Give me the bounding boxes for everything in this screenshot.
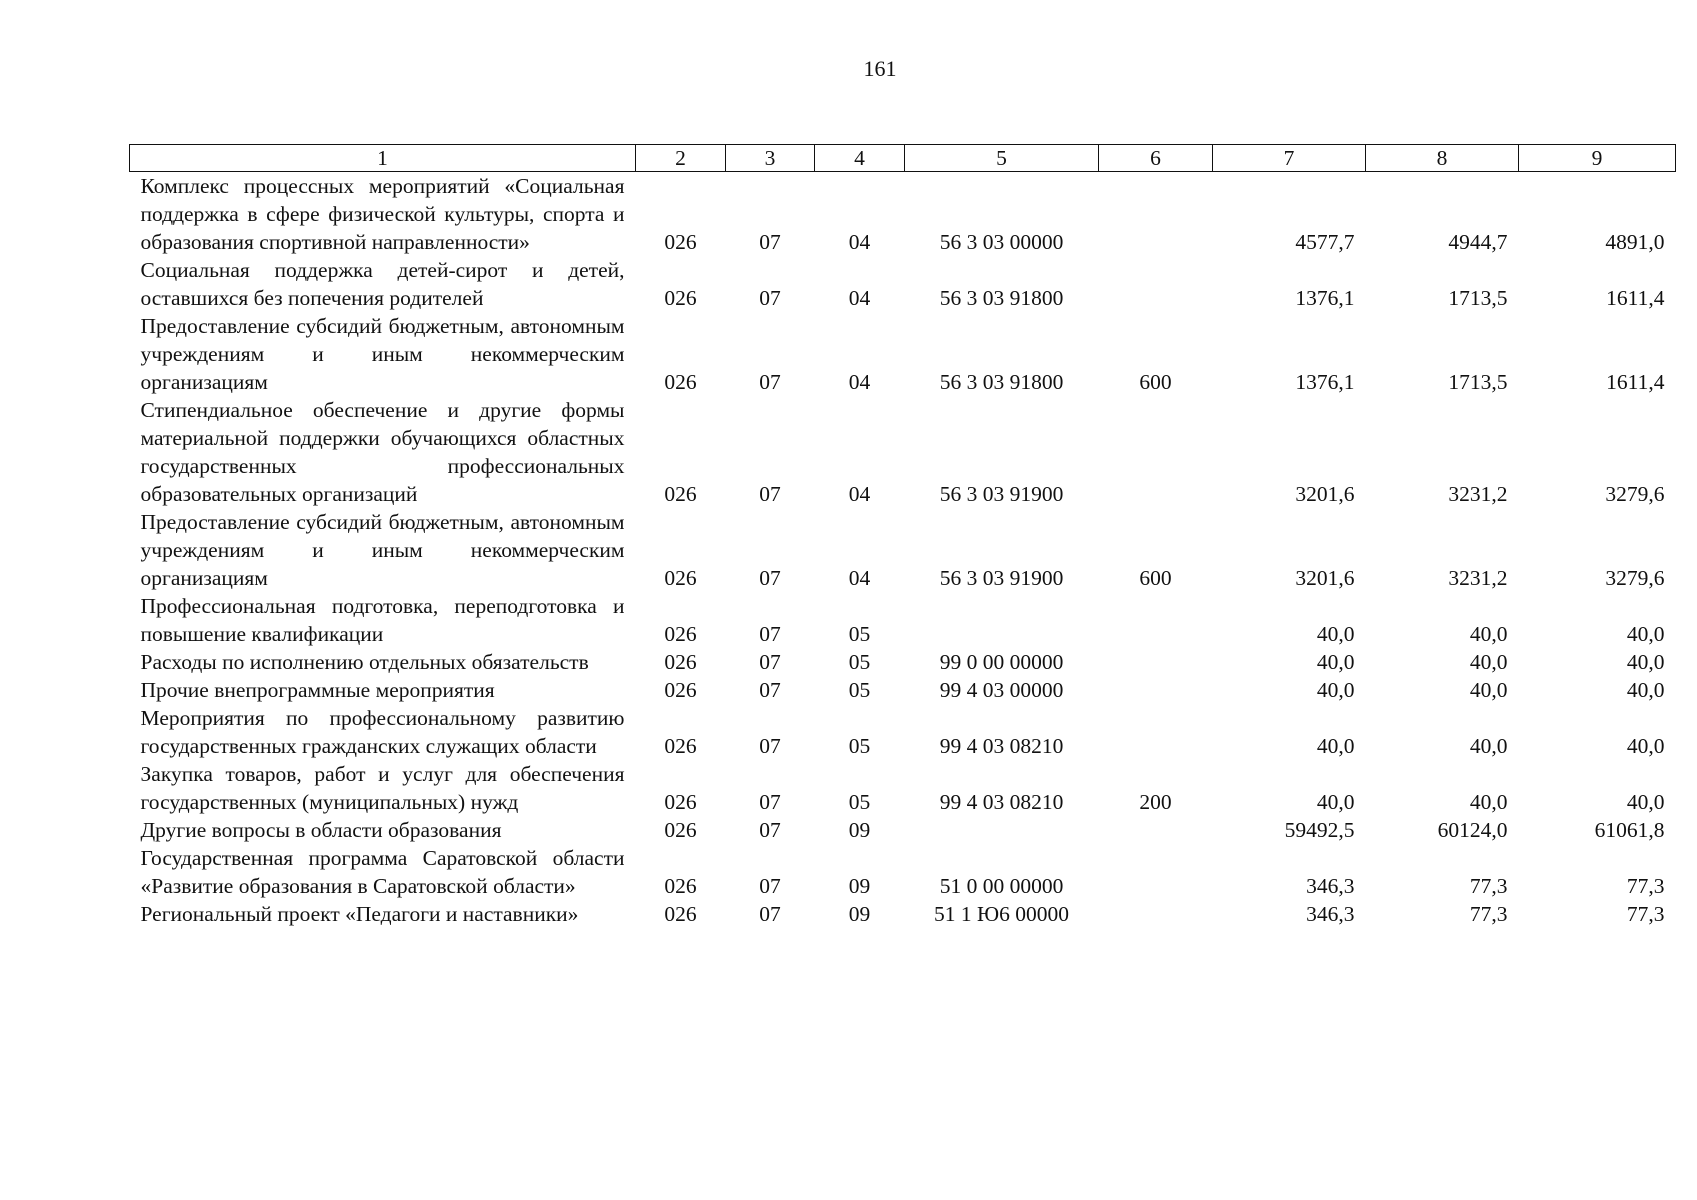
table-row	[130, 900, 1676, 928]
table-row	[130, 704, 1676, 760]
table-row	[130, 312, 1676, 396]
row-col-6	[1099, 816, 1213, 844]
header-cell-3: 3	[726, 145, 815, 172]
row-col-5: 99 4 03 00000	[939, 678, 1064, 702]
row-col-5	[905, 816, 1099, 844]
row-col-2: 026	[664, 286, 697, 310]
row-col-2: 026	[664, 818, 697, 842]
row-name: Расходы по исполнению отдельных обязательств	[140, 650, 589, 674]
row-col-5	[905, 592, 1099, 648]
row-col-5: 51 1 Ю6 00000	[934, 902, 1069, 926]
row-col-5: 56 3 03 91800	[939, 286, 1064, 310]
row-col-8: 40,0	[1469, 650, 1508, 674]
row-col-8: 40,0	[1469, 622, 1508, 646]
table-row	[130, 676, 1676, 704]
row-col-6	[1099, 900, 1213, 928]
row-col-8: 4944,7	[1448, 230, 1508, 254]
row-name: Закупка товаров, работ и услуг для обеспечения государственных (муниципальных) нужд	[140, 762, 625, 814]
table-row	[130, 256, 1676, 312]
row-col-5: 51 0 00 00000	[939, 874, 1064, 898]
row-name: Прочие внепрограммные мероприятия	[140, 678, 495, 702]
row-col-3: 07	[759, 874, 781, 898]
table-row	[130, 508, 1676, 592]
row-name: Предоставление субсидий бюджетным, автономным учреждениям и иным некоммерческим организациям	[140, 510, 625, 590]
row-col-4: 05	[848, 622, 871, 646]
row-col-4: 09	[848, 818, 871, 842]
table-header	[130, 145, 1676, 172]
row-col-8: 3231,2	[1448, 566, 1508, 590]
table-row	[130, 396, 1676, 508]
row-col-6: 600	[1139, 370, 1172, 394]
table-row	[130, 592, 1676, 648]
row-col-7: 4577,7	[1295, 230, 1355, 254]
row-col-5: 99 0 00 00000	[939, 650, 1064, 674]
row-col-2: 026	[664, 678, 697, 702]
row-col-8: 3231,2	[1448, 482, 1508, 506]
row-col-7: 40,0	[1316, 678, 1355, 702]
row-col-3: 07	[759, 902, 781, 926]
row-name: Комплекс процессных мероприятий «Социальная поддержка в сфере физической культуры, спорта и образования спортивной направленности»	[140, 174, 625, 254]
row-col-9: 77,3	[1626, 902, 1665, 926]
row-col-4: 04	[848, 566, 871, 590]
row-col-3: 07	[759, 734, 781, 758]
row-name: Государственная программа Саратовской области «Развитие образования в Саратовской области»	[140, 846, 625, 898]
row-col-2: 026	[664, 790, 697, 814]
row-col-6	[1099, 844, 1213, 900]
row-col-6	[1099, 592, 1213, 648]
row-col-2: 026	[664, 734, 697, 758]
row-col-6	[1099, 256, 1213, 312]
row-col-7: 40,0	[1316, 734, 1355, 758]
row-name: Профессиональная подготовка, переподготовка и повышение квалификации	[140, 594, 625, 646]
row-col-4: 09	[848, 902, 871, 926]
row-col-8: 1713,5	[1448, 286, 1508, 310]
row-name: Социальная поддержка детей-сирот и детей, оставшихся без попечения родителей	[140, 258, 625, 310]
row-col-8: 40,0	[1469, 678, 1508, 702]
row-col-7: 59492,5	[1284, 818, 1355, 842]
row-col-8: 40,0	[1469, 734, 1508, 758]
row-col-3: 07	[759, 482, 781, 506]
row-col-3: 07	[759, 230, 781, 254]
table-row	[130, 172, 1676, 257]
row-col-8: 1713,5	[1448, 370, 1508, 394]
row-col-9: 40,0	[1626, 678, 1665, 702]
row-col-7: 1376,1	[1295, 286, 1355, 310]
header-cell-7: 7	[1213, 145, 1366, 172]
row-col-7: 346,3	[1306, 902, 1355, 926]
header-cell-1: 1	[130, 145, 636, 172]
row-col-5: 99 4 03 08210	[939, 790, 1064, 814]
row-col-9: 40,0	[1626, 622, 1665, 646]
budget-table	[129, 144, 1676, 928]
row-col-4: 05	[848, 650, 871, 674]
row-col-6	[1099, 676, 1213, 704]
table-row	[130, 844, 1676, 900]
row-col-7: 3201,6	[1295, 482, 1355, 506]
row-col-4: 04	[848, 230, 871, 254]
row-col-2: 026	[664, 230, 697, 254]
row-col-4: 04	[848, 286, 871, 310]
row-col-9: 40,0	[1626, 650, 1665, 674]
row-col-8: 40,0	[1469, 790, 1508, 814]
header-row	[130, 145, 1676, 172]
row-col-4: 05	[848, 790, 871, 814]
row-col-3: 07	[759, 678, 781, 702]
row-col-7: 40,0	[1316, 622, 1355, 646]
row-name: Региональный проект «Педагоги и наставники»	[140, 902, 579, 926]
row-col-2: 026	[664, 874, 697, 898]
table-row	[130, 816, 1676, 844]
row-col-5: 56 3 03 00000	[939, 230, 1064, 254]
row-col-6	[1099, 704, 1213, 760]
row-col-7: 3201,6	[1295, 566, 1355, 590]
row-col-9: 4891,0	[1605, 230, 1665, 254]
table-row	[130, 648, 1676, 676]
row-col-2: 026	[664, 482, 697, 506]
row-col-8: 77,3	[1469, 874, 1508, 898]
row-col-6	[1099, 172, 1213, 257]
row-col-2: 026	[664, 370, 697, 394]
header-cell-6: 6	[1099, 145, 1213, 172]
row-col-3: 07	[759, 286, 781, 310]
row-col-7: 40,0	[1316, 650, 1355, 674]
row-col-2: 026	[664, 622, 697, 646]
row-col-2: 026	[664, 902, 697, 926]
row-col-3: 07	[759, 566, 781, 590]
row-col-3: 07	[759, 790, 781, 814]
row-col-5: 99 4 03 08210	[939, 734, 1064, 758]
header-cell-4: 4	[815, 145, 905, 172]
row-col-2: 026	[664, 566, 697, 590]
row-col-4: 04	[848, 370, 871, 394]
row-col-7: 1376,1	[1295, 370, 1355, 394]
row-col-9: 77,3	[1626, 874, 1665, 898]
row-name: Другие вопросы в области образования	[140, 818, 502, 842]
row-col-6: 600	[1139, 566, 1172, 590]
row-col-9: 1611,4	[1606, 286, 1665, 310]
row-col-6	[1099, 396, 1213, 508]
row-name: Стипендиальное обеспечение и другие формы материальной поддержки обучающихся областных государственных профессиональных образовательных организаций	[140, 398, 625, 506]
row-col-4: 05	[848, 734, 871, 758]
table-row	[130, 760, 1676, 816]
row-col-9: 40,0	[1626, 734, 1665, 758]
header-cell-5: 5	[905, 145, 1099, 172]
table-body	[130, 172, 1676, 929]
row-name: Мероприятия по профессиональному развитию государственных гражданских служащих области	[140, 706, 625, 758]
row-col-4: 09	[848, 874, 871, 898]
row-col-3: 07	[759, 650, 781, 674]
page-number: 161	[863, 56, 897, 81]
row-col-9: 3279,6	[1605, 482, 1665, 506]
row-col-9: 1611,4	[1606, 370, 1665, 394]
row-col-7: 40,0	[1316, 790, 1355, 814]
row-col-4: 05	[848, 678, 871, 702]
row-col-6: 200	[1139, 790, 1172, 814]
row-col-3: 07	[759, 370, 781, 394]
row-col-5: 56 3 03 91900	[939, 566, 1064, 590]
row-col-5: 56 3 03 91800	[939, 370, 1064, 394]
header-cell-8: 8	[1366, 145, 1519, 172]
row-col-5: 56 3 03 91900	[939, 482, 1064, 506]
row-col-7: 346,3	[1306, 874, 1355, 898]
row-col-9: 40,0	[1626, 790, 1665, 814]
row-col-3: 07	[759, 818, 781, 842]
row-col-8: 60124,0	[1437, 818, 1508, 842]
row-col-2: 026	[664, 650, 697, 674]
row-name: Предоставление субсидий бюджетным, автономным учреждениям и иным некоммерческим организациям	[140, 314, 625, 394]
row-col-6	[1099, 648, 1213, 676]
row-col-9: 61061,8	[1594, 818, 1665, 842]
row-col-9: 3279,6	[1605, 566, 1665, 590]
row-col-8: 77,3	[1469, 902, 1508, 926]
header-cell-9: 9	[1519, 145, 1676, 172]
header-cell-2: 2	[636, 145, 726, 172]
row-col-3: 07	[759, 622, 781, 646]
row-col-4: 04	[848, 482, 871, 506]
